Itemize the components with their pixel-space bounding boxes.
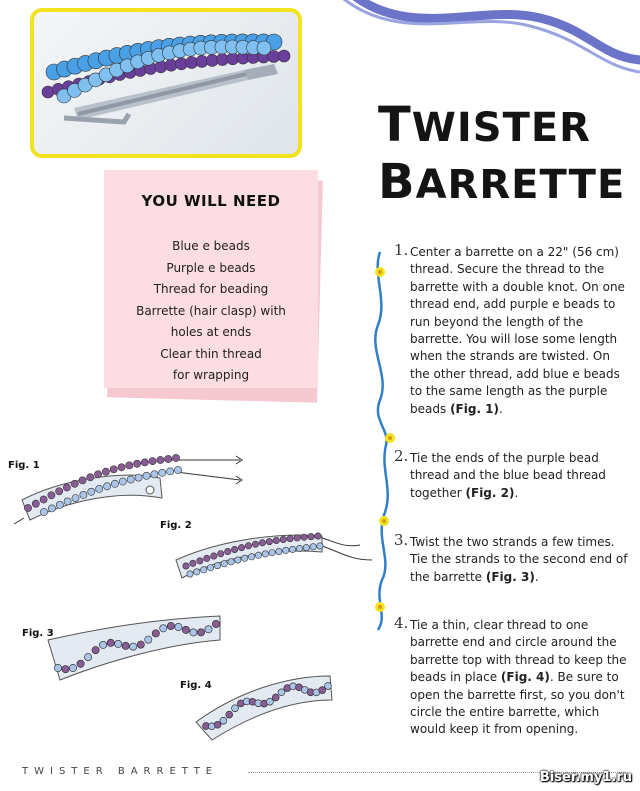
bead [119, 478, 126, 485]
title-word: WISTER [411, 105, 591, 151]
bead [110, 466, 117, 473]
bead [272, 694, 279, 701]
bead [259, 540, 265, 546]
bead [48, 505, 55, 512]
bead [92, 647, 99, 654]
bead [40, 508, 47, 515]
bead [85, 654, 92, 661]
bead [115, 640, 122, 647]
title-initial: B [378, 154, 416, 210]
bead [225, 548, 231, 554]
bead [72, 495, 79, 502]
bead [276, 548, 282, 554]
bead [96, 485, 103, 492]
bead [204, 555, 210, 561]
bead [226, 711, 233, 718]
figure-reference: (Fig. 3) [485, 569, 535, 584]
bead [303, 544, 309, 550]
bead [228, 559, 234, 565]
bead [317, 543, 323, 549]
bead [126, 462, 133, 469]
figure-4-illustration [196, 676, 332, 740]
bead [24, 504, 31, 511]
figure-1-label: Fig. 1 [8, 460, 40, 471]
bead [71, 480, 78, 487]
step-3: 3. Twist the two strands a few times. Tie the strands to the second end of the barrette (Fig. 3). [394, 531, 628, 584]
bead [95, 471, 102, 478]
bead [118, 464, 125, 471]
bead [214, 562, 220, 568]
bead [87, 474, 94, 481]
material-item: Thread for beading [153, 282, 269, 296]
bead [255, 552, 261, 558]
bead [245, 543, 251, 549]
bead [187, 571, 193, 577]
bead [207, 565, 213, 571]
bead [201, 567, 207, 573]
bead [283, 547, 289, 553]
figure-3-label: Fig. 3 [22, 628, 54, 639]
bead [232, 705, 239, 712]
bead [266, 538, 272, 544]
bead [48, 492, 55, 499]
title-word: ARRETTE [415, 162, 626, 208]
bead [88, 488, 95, 495]
bead [218, 551, 224, 557]
bead [214, 721, 221, 728]
bead [278, 689, 285, 696]
bead [69, 664, 76, 671]
bead [183, 563, 189, 569]
bead [40, 496, 47, 503]
bead [143, 472, 150, 479]
bead [190, 560, 196, 566]
bead [221, 561, 227, 567]
bead [289, 546, 295, 552]
materials-heading: YOU WILL NEED [141, 192, 281, 210]
bead [137, 641, 144, 648]
bead [301, 534, 307, 540]
bead [238, 544, 244, 550]
bead [174, 466, 181, 473]
bead [63, 484, 70, 491]
title-initial: T [378, 97, 412, 153]
bead [205, 626, 212, 633]
bead [56, 501, 63, 508]
step-4: 4. Tie a thin, clear thread to one barrette end and circle around the barrette top with thread to keep the beads in place (Fig. 4). Be sure to open the barrette first, so you don't circle the entire barrette, which would keep it from opening. [394, 614, 627, 737]
bead [319, 687, 326, 694]
bead [296, 545, 302, 551]
bead [151, 471, 158, 478]
bead [135, 474, 142, 481]
figure-reference: (Fig. 2) [465, 485, 515, 500]
bead [231, 546, 237, 552]
bead [56, 488, 63, 495]
figure-4-label: Fig. 4 [180, 680, 212, 691]
step-1: 1. Center a barrette on a 22" (56 cm) thread. Secure the thread to the barrette with a double knot. On one thread end, add purple e beads to run beyond the length of the barrette. You will lose some length when the strands are twisted. On the other thread, add blue e beads to the same length as the purple beads (Fig. 1). [394, 241, 625, 416]
bead [102, 468, 109, 475]
figure-2-label: Fig. 2 [160, 520, 192, 531]
bead [134, 460, 141, 467]
material-item: holes at ends [170, 325, 252, 339]
bead [252, 541, 258, 547]
bead [160, 625, 167, 632]
bead [190, 629, 197, 636]
material-item: Barrette (hair clasp) with [136, 303, 286, 318]
bead [220, 717, 227, 724]
material-item: for wrapping [172, 368, 250, 382]
bead [167, 622, 174, 629]
bead [211, 553, 217, 559]
watermark: Biser.my1.ru [539, 770, 632, 785]
bead [54, 664, 61, 671]
bead [157, 456, 164, 463]
bead [315, 533, 321, 539]
bead [64, 498, 71, 505]
bead [310, 544, 316, 550]
bead [149, 458, 156, 465]
bead [242, 555, 248, 561]
bead [107, 639, 114, 646]
bead [130, 643, 137, 650]
bead [325, 683, 332, 690]
bead [122, 642, 129, 649]
bead [194, 569, 200, 575]
bead [280, 536, 286, 542]
bead [167, 468, 174, 475]
bead [159, 469, 166, 476]
bead [145, 636, 152, 643]
bead [32, 500, 39, 507]
bead [287, 535, 293, 541]
material-item: Blue e beads [172, 239, 250, 253]
bead [262, 551, 268, 557]
bead [197, 629, 204, 636]
bead [197, 558, 203, 564]
bead [77, 660, 84, 667]
bead [212, 620, 219, 627]
bead [79, 477, 86, 484]
bead [273, 537, 279, 543]
figure-reference: (Fig. 1) [450, 401, 500, 416]
bead [182, 626, 189, 633]
bead [165, 455, 172, 462]
running-head: TWISTER BARRETTE [22, 766, 219, 777]
bead [141, 459, 148, 466]
figure-reference: (Fig. 4) [500, 670, 550, 685]
bead [111, 480, 118, 487]
bead [152, 630, 159, 637]
bead [294, 535, 300, 541]
bead [235, 557, 241, 563]
bead [267, 698, 274, 705]
bead [308, 533, 314, 539]
bead [62, 666, 69, 673]
bead [127, 476, 134, 483]
material-item: Clear thin thread [160, 346, 262, 361]
bead [172, 454, 179, 461]
bead [248, 554, 254, 560]
bead [175, 623, 182, 630]
bead [104, 483, 111, 490]
bead [80, 491, 87, 498]
step-2: 2. Tie the ends of the purple bead thread and the blue bead thread together (Fig. 2). [394, 447, 606, 500]
material-item: Purple e beads [166, 260, 256, 275]
bead [100, 641, 107, 648]
bead [269, 550, 275, 556]
